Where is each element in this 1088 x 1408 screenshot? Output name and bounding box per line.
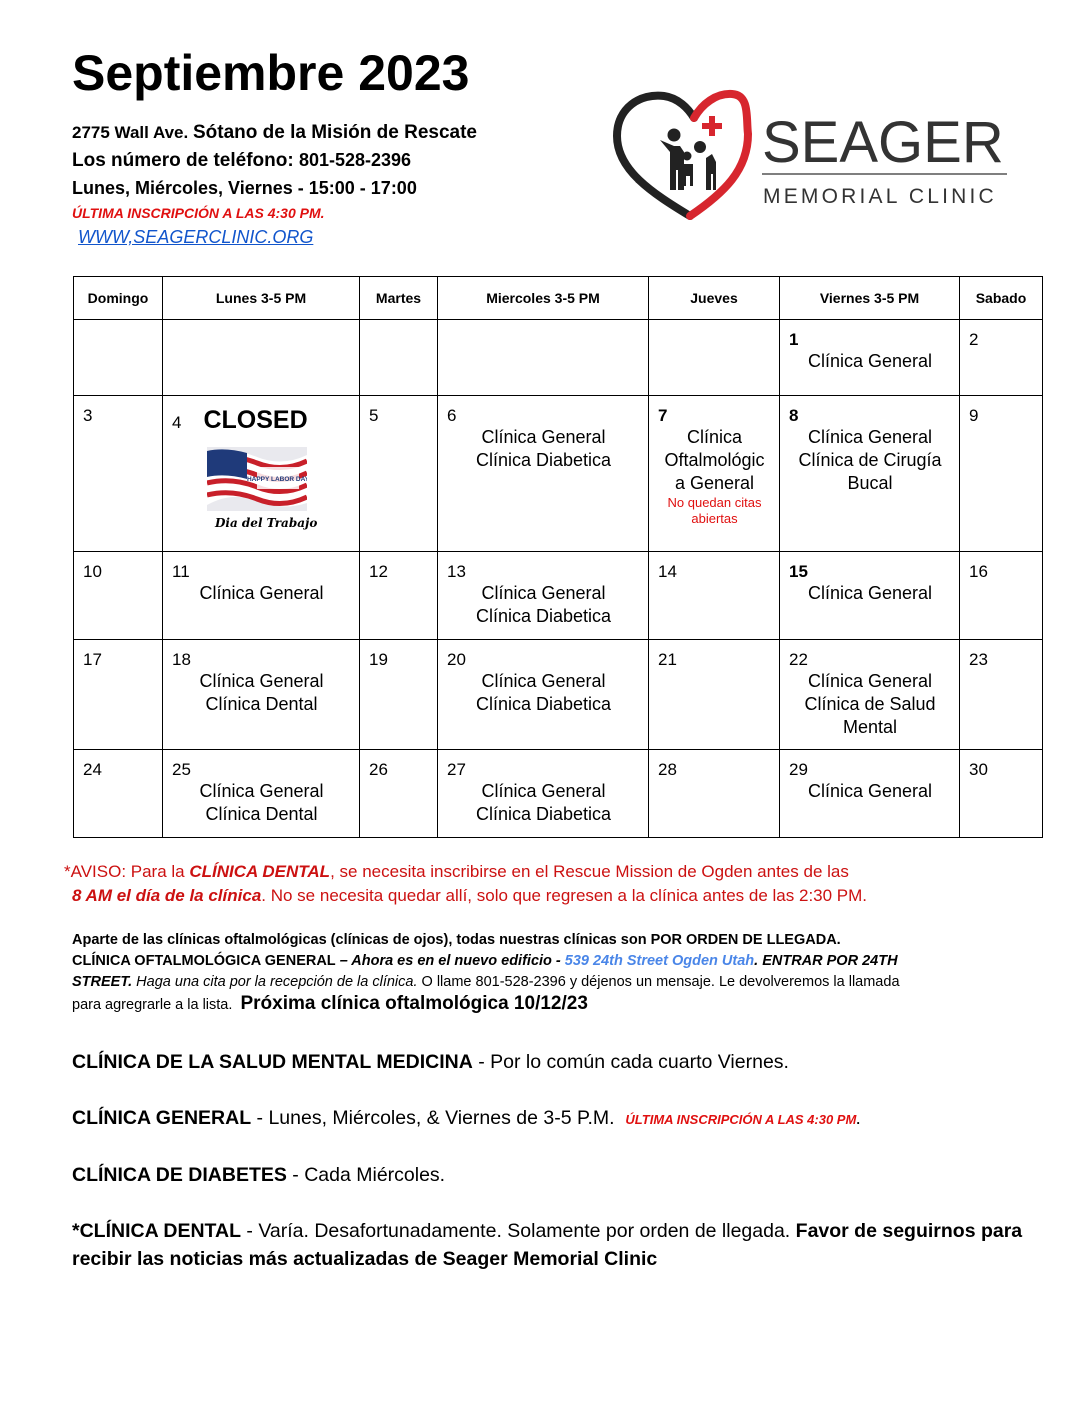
calendar-week-row [74, 552, 1043, 640]
clinic-events [447, 780, 640, 826]
clinic-event: Clínica General [199, 781, 324, 801]
calendar-day-cell [74, 320, 163, 396]
logo-name: SEAGER [762, 110, 1004, 175]
calendar-day-cell [960, 750, 1043, 838]
day-number: 4 [172, 413, 182, 432]
calendar-day-cell [780, 640, 960, 750]
section-heading: CLÍNICA GENERAL [72, 1107, 252, 1129]
mental-health-section [72, 1048, 1032, 1076]
clinic-event: Clínica General [807, 671, 933, 691]
calendar-day-cell [438, 396, 649, 552]
calendar-table [73, 276, 1043, 838]
day-number: 12 [369, 562, 388, 581]
header-jueves: Jueves [649, 277, 780, 320]
day-number: 14 [658, 562, 677, 581]
clinic-event: Clínica [686, 427, 743, 447]
calendar-day-cell [780, 320, 960, 396]
section-text: - Por lo común cada cuarto Viernes. [472, 1051, 789, 1073]
day-number: 27 [447, 760, 466, 779]
clinic-event: a General [674, 473, 755, 493]
notice-text: , se necesita inscribirse en el Rescue Mission de Ogden antes de las [330, 862, 849, 881]
clinic-event: Bucal [847, 473, 893, 493]
calendar-day-cell [360, 552, 438, 640]
labor-day-flag-icon [207, 447, 351, 516]
eye-clinic-text: Haga una cita por la recepción de la clínica. [132, 974, 418, 990]
section-text: - Varía. Desafortunadamente. Solamente por orden de llegada. [241, 1220, 796, 1242]
clinic-events [172, 582, 351, 605]
section-heading: *CLÍNICA DENTAL [72, 1220, 241, 1242]
calendar-day-cell [780, 396, 960, 552]
phone-line [72, 150, 612, 172]
eye-clinic-line-4 [72, 993, 1062, 1016]
day-number: 24 [83, 760, 102, 779]
clinic-events [447, 582, 640, 628]
calendar-day-cell [163, 396, 360, 552]
clinic-event: Clínica General [481, 583, 606, 603]
calendar-day-cell [74, 552, 163, 640]
calendar-day-cell [163, 750, 360, 838]
day-number: 21 [658, 650, 677, 669]
clinic-events [789, 350, 951, 373]
day-number: 1 [789, 330, 799, 349]
eye-clinic-text: STREET. [72, 974, 133, 990]
address-street: 2775 Wall Ave. [72, 123, 189, 142]
eye-clinic-text: para agregrarle a la lista. [72, 997, 233, 1013]
day-number: 6 [447, 406, 457, 425]
calendar-day-cell [438, 552, 649, 640]
last-registration: ÚLTIMA INSCRIPCIÓN A LAS 4:30 PM. [72, 205, 325, 221]
day-number: 10 [83, 562, 102, 581]
day-number: 13 [447, 562, 466, 581]
section-text: . [856, 1112, 860, 1127]
availability-note: No quedan citas abiertas [667, 495, 762, 526]
calendar-body [74, 320, 1043, 838]
day-number: 11 [172, 562, 190, 581]
calendar-week-row [74, 750, 1043, 838]
calendar-day-cell [438, 640, 649, 750]
header-sabado: Sabado [960, 277, 1043, 320]
notice-line-1 [64, 860, 1054, 884]
clinic-events [658, 426, 771, 495]
day-number: 23 [969, 650, 988, 669]
calendar-day-cell [163, 640, 360, 750]
seager-logo [612, 88, 1012, 223]
day-number: 5 [369, 406, 379, 425]
calendar-week-row [74, 320, 1043, 396]
clinic-event: Clínica de Cirugía [798, 450, 942, 470]
calendar-day-cell [74, 396, 163, 552]
day-number: 26 [369, 760, 388, 779]
dental-notice [64, 860, 1054, 908]
day-number: 18 [172, 650, 191, 669]
day-number: 2 [969, 330, 979, 349]
clinic-event: Clínica General [481, 781, 606, 801]
general-clinic-section [72, 1104, 1032, 1134]
header-lunes: Lunes 3-5 PM [163, 277, 360, 320]
clinic-event: Oftalmológic [664, 450, 765, 470]
clinic-events [789, 780, 951, 803]
section-text: - Lunes, Miércoles, & Viernes de 3-5 P.M. [251, 1107, 615, 1129]
day-number: 28 [658, 760, 677, 779]
calendar-day-cell [360, 750, 438, 838]
calendar-day-cell [960, 320, 1043, 396]
calendar-day-cell [960, 396, 1043, 552]
calendar-header-row [74, 277, 1043, 320]
clinic-event: Clínica Diabetica [475, 606, 612, 626]
section-heading: CLÍNICA DE DIABETES [72, 1164, 287, 1186]
diabetes-section [72, 1161, 1032, 1189]
address-line [72, 122, 612, 144]
calendar-week-row [74, 396, 1043, 552]
header-miercoles: Miercoles 3-5 PM [438, 277, 649, 320]
clinic-events [172, 780, 351, 826]
section-emphasis: Favor de seguirnos para recibir las noticias más actualizadas de Seager Memorial Clinic [72, 1220, 1023, 1270]
header-viernes: Viernes 3-5 PM [780, 277, 960, 320]
calendar-day-cell [649, 640, 780, 750]
hours-line: Lunes, Miércoles, Viernes - 15:00 - 17:00 [72, 178, 417, 198]
clinic-event: Clínica General [481, 427, 606, 447]
day-number: 15 [789, 562, 808, 581]
clinic-events [447, 426, 640, 472]
clinic-event: Clínica General [481, 671, 606, 691]
eye-clinic-address: 539 24th Street Ogden Utah [564, 953, 755, 969]
day-number: 3 [83, 406, 93, 425]
day-number: 20 [447, 650, 466, 669]
calendar-day-cell [649, 320, 780, 396]
clinic-events [172, 670, 351, 716]
calendar-day-cell [780, 552, 960, 640]
day-number: 19 [369, 650, 388, 669]
calendar-day-cell [74, 750, 163, 838]
header-domingo: Domingo [74, 277, 163, 320]
logo-subtitle: MEMORIAL CLINIC [763, 185, 997, 208]
calendar-day-cell [649, 552, 780, 640]
calendar-day-cell [360, 640, 438, 750]
clinic-event: Clínica de Salud [804, 694, 936, 714]
calendar-day-cell [163, 320, 360, 396]
clinic-event: Clínica General [199, 583, 324, 603]
eye-clinic-line-3 [72, 972, 1062, 993]
clinic-events [789, 670, 951, 739]
clinic-event: Clínica Diabetica [475, 804, 612, 824]
section-warning: ÚLTIMA INSCRIPCIÓN A LAS 4:30 PM [625, 1112, 857, 1127]
clinic-event: Clínica Dental [205, 694, 318, 714]
day-number: 25 [172, 760, 191, 779]
notice-text: *AVISO: Para la [64, 862, 190, 881]
notice-emphasis: CLÍNICA DENTAL [189, 862, 331, 881]
day-number: 22 [789, 650, 808, 669]
eye-clinic-text: – Ahora es en el nuevo edificio - [335, 953, 565, 969]
clinic-event: Mental [842, 717, 898, 737]
eye-clinic-text: . ENTRAR POR 24TH [754, 953, 898, 969]
day-number: 17 [83, 650, 102, 669]
calendar-day-cell [438, 320, 649, 396]
page-title: Septiembre 2023 [72, 45, 470, 101]
notice-line-2 [64, 884, 1054, 908]
clinic-event: Clínica General [807, 351, 933, 371]
notice-text: . No se necesita quedar allí, solo que regresen a la clínica antes de las 2:30 PM. [261, 886, 868, 905]
header-martes: Martes [360, 277, 438, 320]
calendar-day-cell [960, 640, 1043, 750]
clinic-info [72, 122, 612, 248]
calendar-day-cell [360, 396, 438, 552]
eye-clinic-heading: CLÍNICA OFTALMOLÓGICA GENERAL [72, 953, 336, 969]
address-location: Sótano de la Misión de Rescate [192, 122, 477, 143]
section-heading: CLÍNICA DE LA SALUD MENTAL MEDICINA [72, 1051, 473, 1073]
calendar-day-cell [960, 552, 1043, 640]
clinic-events [447, 670, 640, 716]
clinic-event: Clínica Diabetica [475, 450, 612, 470]
day-number: 29 [789, 760, 808, 779]
day-number: 16 [969, 562, 988, 581]
dental-section [72, 1217, 1032, 1273]
eye-clinic-text: O llame 801-528-2396 y déjenos un mensaje. Le devolveremos la llamada [417, 974, 900, 990]
calendar-week-row [74, 640, 1043, 750]
clinic-event: Clínica General [807, 427, 933, 447]
clinic-events [789, 426, 951, 495]
calendar-day-cell [74, 640, 163, 750]
clinic-event: Clínica Diabetica [475, 694, 612, 714]
calendar-day-cell [438, 750, 649, 838]
labor-day-text: HAPPY LABOR DAY [246, 476, 307, 483]
day-number: 7 [658, 406, 668, 425]
next-eye-clinic: Próxima clínica oftalmológica 10/12/23 [240, 993, 588, 1014]
calendar-day-cell [649, 750, 780, 838]
eye-clinic-info [72, 930, 1062, 1016]
heart-family-cross-icon [612, 88, 1012, 223]
eye-clinic-line-2 [72, 951, 1062, 972]
day-number: 8 [789, 406, 799, 425]
phone-number: 801-528-2396 [298, 150, 412, 170]
eye-clinic-line-1: Aparte de las clínicas oftalmológicas (clínicas de ojos), todas nuestras clínicas son POR ORDEN DE LLEGADA. [72, 932, 841, 948]
clinic-event: Clínica Dental [205, 804, 318, 824]
clinic-event: Clínica General [807, 583, 933, 603]
day-number: 30 [969, 760, 988, 779]
calendar-day-cell [780, 750, 960, 838]
calendar-day-cell [163, 552, 360, 640]
labor-day-caption: Dia del Trabajo [215, 516, 318, 530]
section-text: - Cada Miércoles. [286, 1164, 446, 1186]
day-number: 9 [969, 406, 979, 425]
calendar-day-cell [360, 320, 438, 396]
notice-emphasis: 8 AM el día de la clínica [72, 886, 262, 905]
closed-label: CLOSED [203, 406, 308, 434]
calendar-day-cell [649, 396, 780, 552]
clinic-events [789, 582, 951, 605]
clinic-event: Clínica General [199, 671, 324, 691]
website-link[interactable]: WWW,SEAGERCLINIC.ORG [78, 227, 314, 247]
clinic-event: Clínica General [807, 781, 933, 801]
phone-label: Los número de teléfono: [72, 150, 294, 171]
